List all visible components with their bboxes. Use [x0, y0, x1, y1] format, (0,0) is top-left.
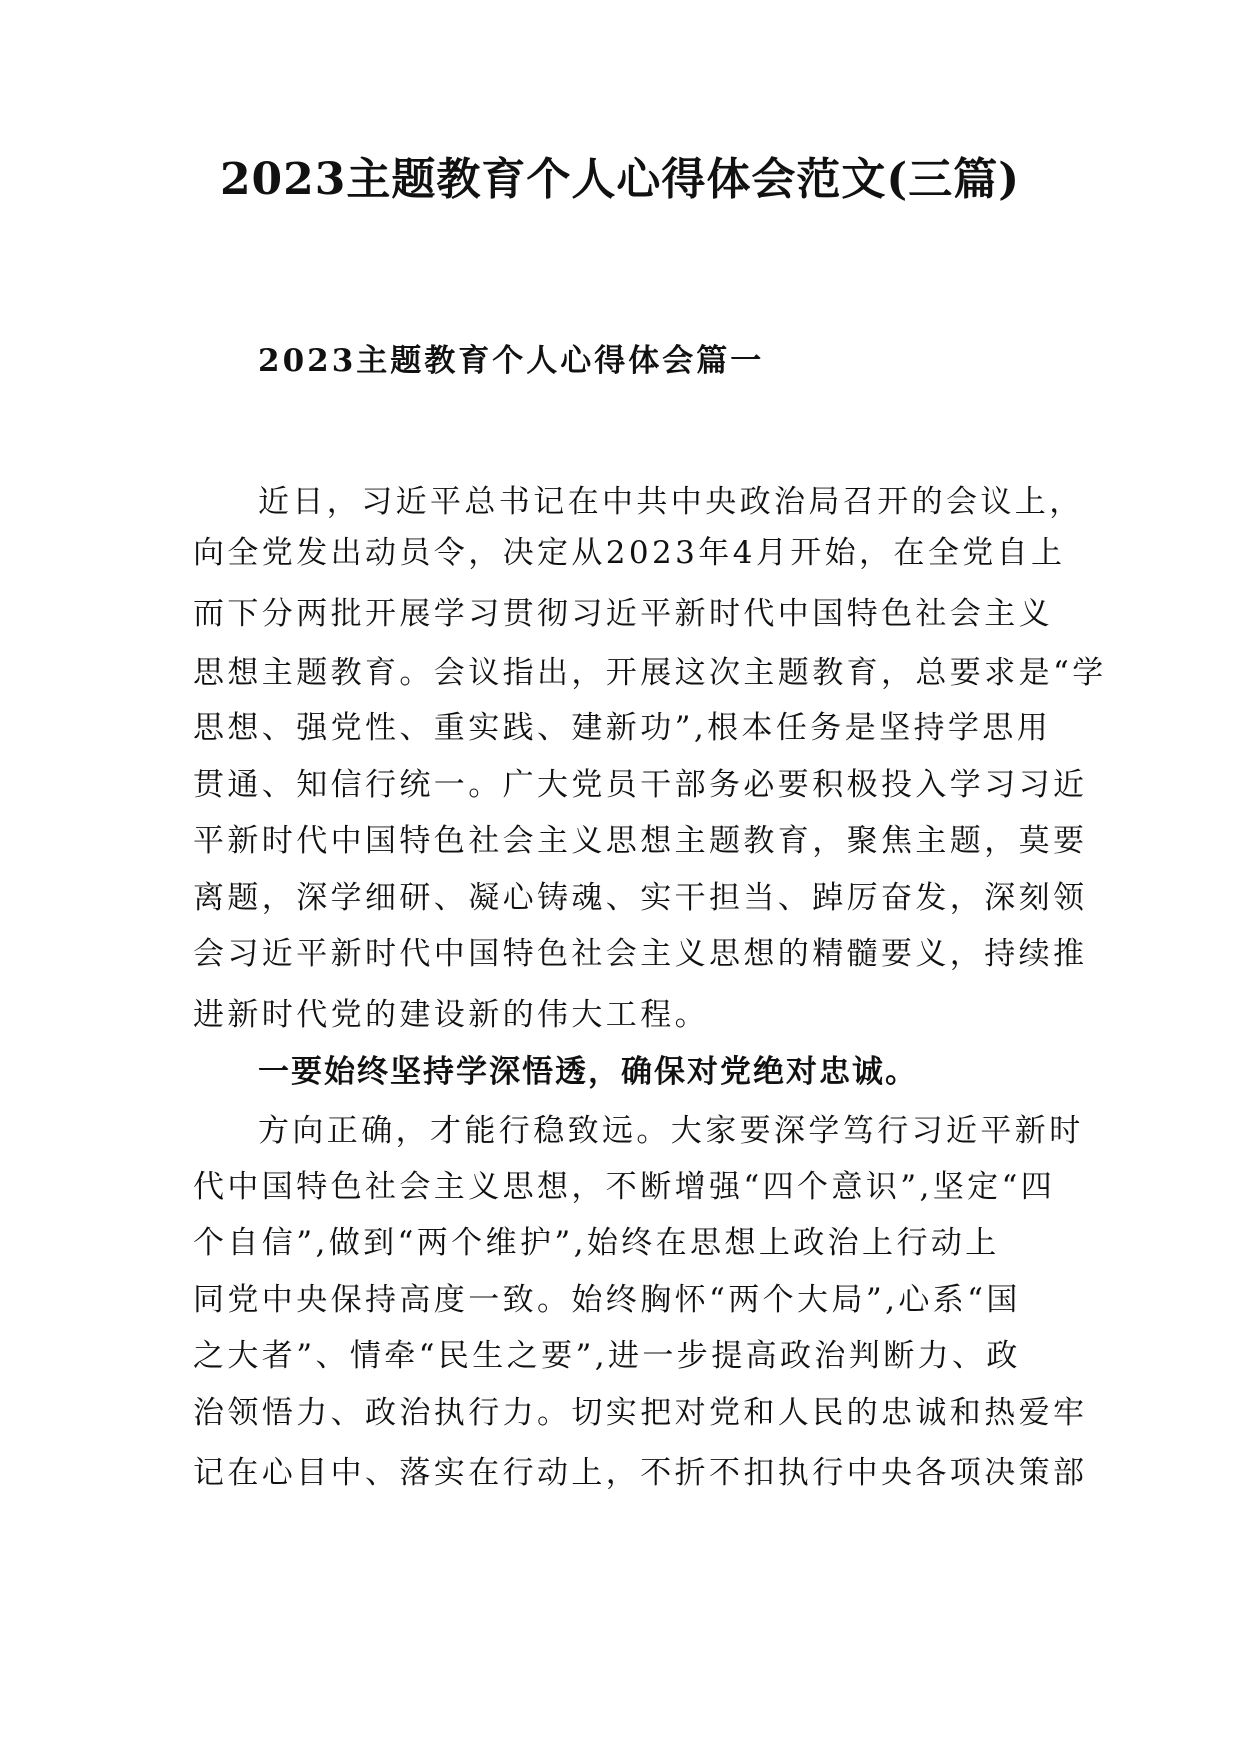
- paragraph-line: 治领悟力、政治执行力。切实把对党和人民的忠诚和热爱牢: [193, 1395, 1088, 1431]
- paragraph-line: 思想主题教育。会议指出，开展这次主题教育，总要求是“学: [193, 655, 1107, 691]
- paragraph-line: 会习近平新时代中国特色社会主义思想的精髓要义，持续推: [193, 936, 1088, 972]
- paragraph-line: 个自信”,做到“两个维护”,始终在思想上政治上行动上: [193, 1225, 1000, 1261]
- paragraph-line: 同党中央保持高度一致。始终胸怀“两个大局”,心系“国: [193, 1282, 1021, 1318]
- paragraph-line: 进新时代党的建设新的伟大工程。: [193, 997, 709, 1033]
- document-title: 2023主题教育个人心得体会范文(三篇): [219, 154, 1021, 205]
- paragraph-line: 贯通、知信行统一。广大党员干部务必要积极投入学习习近: [193, 767, 1088, 803]
- paragraph-line: 向全党发出动员令，决定从2023年4月开始，在全党自上: [193, 535, 1066, 571]
- paragraph-line: 平新时代中国特色社会主义思想主题教育，聚焦主题，莫要: [193, 823, 1088, 859]
- section-title: 2023主题教育个人心得体会篇一: [258, 343, 765, 379]
- paragraph-line: 方向正确，才能行稳致远。大家要深学笃行习近平新时: [258, 1113, 1084, 1149]
- paragraph-line: 之大者”、情牵“民生之要”,进一步提高政治判断力、政: [193, 1338, 1021, 1374]
- paragraph-line: 记在心目中、落实在行动上，不折不扣执行中央各项决策部: [193, 1455, 1088, 1491]
- paragraph-line: 而下分两批开展学习贯彻习近平新时代中国特色社会主义: [193, 596, 1053, 632]
- subheading: 一要始终坚持学深悟透，确保对党绝对忠诚。: [258, 1054, 918, 1090]
- paragraph-line: 代中国特色社会主义思想，不断增强“四个意识”,坚定“四: [193, 1169, 1056, 1205]
- paragraph-line: 近日，习近平总书记在中共中央政治局召开的会议上，: [258, 484, 1084, 520]
- paragraph-line: 思想、强党性、重实践、建新功”,根本任务是坚持学思用: [193, 710, 1052, 746]
- paragraph-line: 离题，深学细研、凝心铸魂、实干担当、踔厉奋发，深刻领: [193, 880, 1088, 916]
